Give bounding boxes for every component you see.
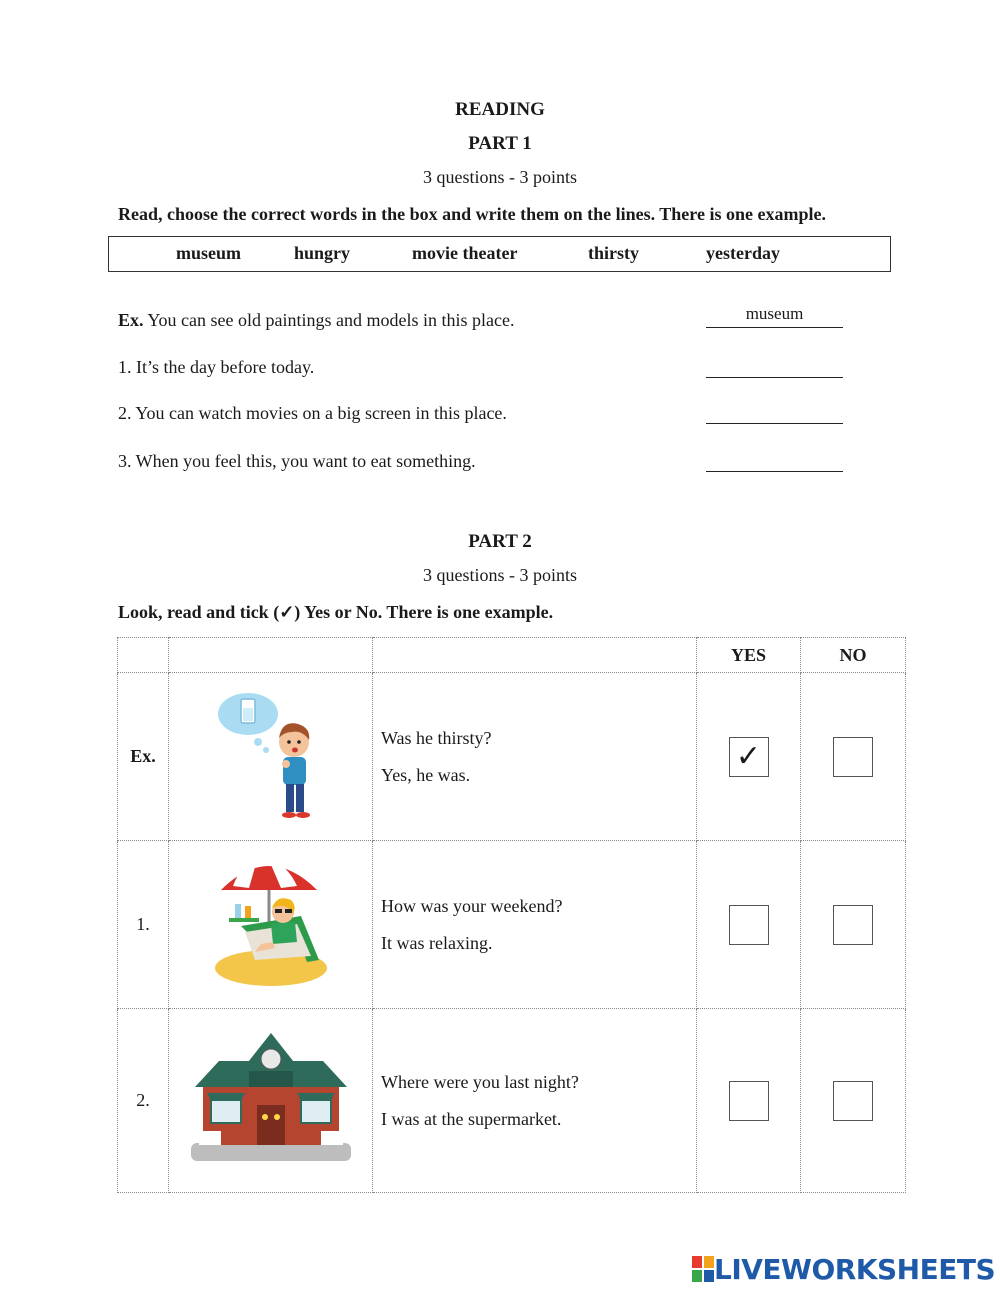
no-column-header: NO: [801, 638, 906, 673]
yes-checkbox[interactable]: [729, 905, 769, 945]
word-yesterday[interactable]: yesterday: [706, 243, 780, 263]
answer-2-input[interactable]: [706, 401, 843, 424]
table-row: [118, 673, 906, 841]
row-question: Was he thirsty?: [381, 727, 492, 748]
row-number: 1.: [136, 914, 150, 934]
liveworksheets-logo: [692, 1252, 995, 1286]
restaurant-building-picture: [189, 1031, 353, 1165]
part2-heading: PART 2: [468, 531, 532, 552]
answer-1-input[interactable]: [706, 355, 843, 378]
example-answer-line: museum: [706, 305, 843, 328]
example-text: You can see old paintings and models in this place.: [147, 310, 515, 330]
question-2: 2. You can watch movies on a big screen in this place.: [118, 403, 507, 423]
tick-table: [117, 637, 906, 1193]
logo-text: LIVEWORKSHEETS: [714, 1252, 996, 1286]
yes-checkbox[interactable]: [729, 1081, 769, 1121]
beach-girl-picture: [211, 856, 331, 988]
no-checkbox[interactable]: [833, 905, 873, 945]
table-row: [118, 841, 906, 1009]
table-header-row: [118, 638, 906, 673]
row-question: Where were you last night?: [381, 1071, 579, 1092]
table-row: [118, 1009, 906, 1193]
thirsty-boy-picture: [216, 684, 326, 824]
row-question: How was your weekend?: [381, 895, 563, 916]
word-movie-theater[interactable]: movie theater: [412, 243, 518, 263]
word-hungry[interactable]: hungry: [294, 243, 351, 263]
page-title: READING: [455, 99, 545, 120]
part1-instruction: Read, choose the correct words in the box and write them on the lines. There is one example.: [118, 204, 826, 224]
word-museum[interactable]: museum: [176, 243, 242, 263]
question-3: 3. When you feel this, you want to eat something.: [118, 451, 476, 471]
row-answer: Yes, he was.: [381, 764, 471, 785]
row-number: 2.: [136, 1090, 150, 1110]
question-1: 1. It’s the day before today.: [118, 357, 315, 377]
word-box: [108, 236, 891, 272]
part2-instruction: Look, read and tick (✓) Yes or No. There is one example.: [118, 602, 554, 622]
example-question: [118, 310, 514, 331]
part1-subheading: 3 questions - 3 points: [422, 167, 577, 187]
no-checkbox[interactable]: [833, 737, 873, 777]
yes-checkbox[interactable]: ✓: [729, 737, 769, 777]
example-label: Ex.: [118, 310, 144, 330]
no-checkbox[interactable]: [833, 1081, 873, 1121]
yes-column-header: YES: [697, 638, 801, 673]
row-answer: It was relaxing.: [381, 932, 493, 953]
word-thirsty[interactable]: thirsty: [588, 243, 639, 263]
logo-icon: [692, 1256, 714, 1282]
part1-heading: PART 1: [468, 133, 532, 154]
answer-3-input[interactable]: [706, 449, 843, 472]
row-answer: I was at the supermarket.: [381, 1108, 562, 1129]
row-number: Ex.: [130, 746, 156, 766]
part2-subheading: 3 questions - 3 points: [422, 565, 577, 585]
